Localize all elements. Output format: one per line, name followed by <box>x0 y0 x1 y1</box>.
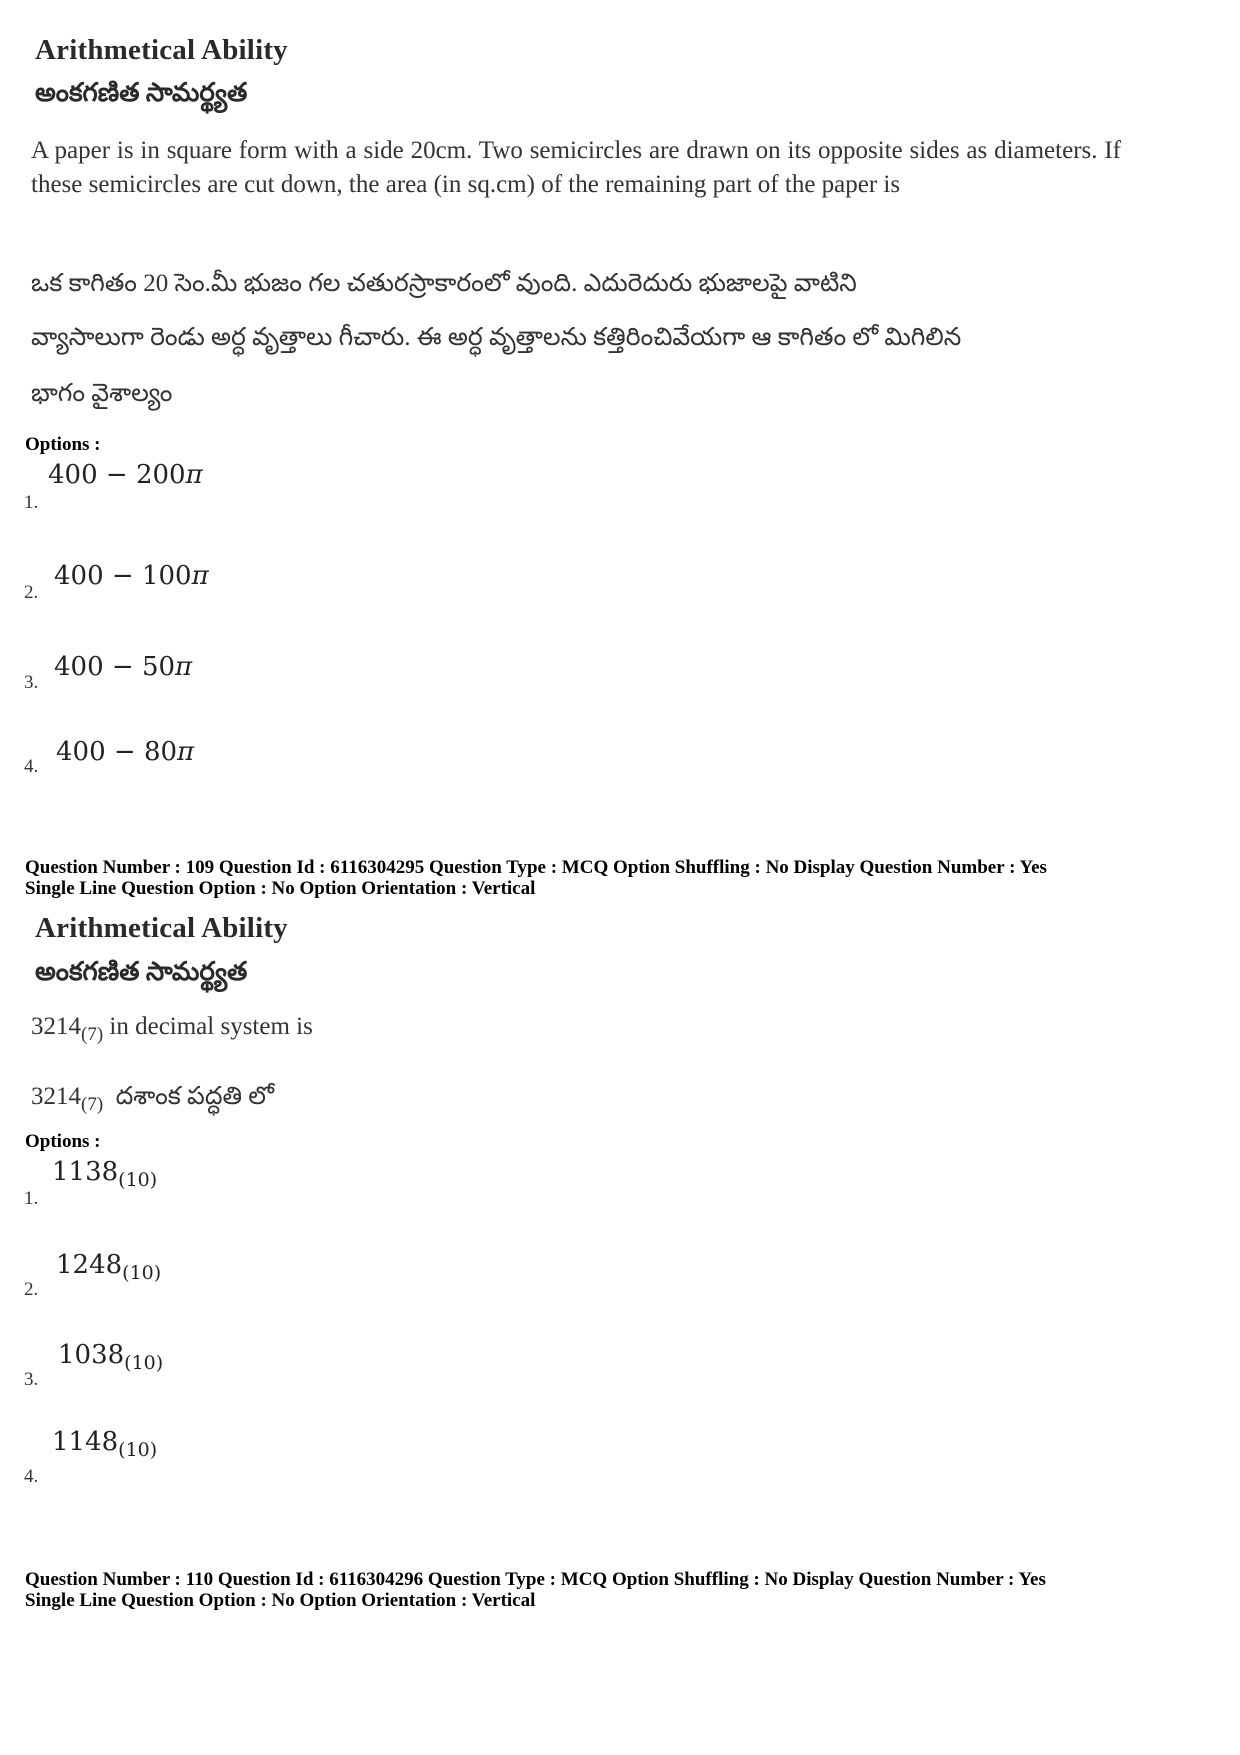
option-value[interactable]: $1038_{(10)}$ <box>58 1340 164 1374</box>
option-number: 2. <box>24 1279 39 1300</box>
question-text-telugu-line-3: భాగం వైశాల్యం <box>31 380 173 407</box>
option-value[interactable]: $1138_{(10)}$ <box>52 1157 158 1191</box>
subject-title-telugu: అంకగణిత సామర్థ్యత <box>35 957 248 986</box>
subject-title: Arithmetical Ability <box>35 34 288 66</box>
question-text-telugu: $3214_{(7)}$ దశాంక పద్ధతి లో <box>31 1083 275 1115</box>
option-number: 3. <box>24 672 39 693</box>
question-text-english: A paper is in square form with a side 20cm. Two semicircles are drawn on its opposite sides as diameters. If these semicircles are cut down, the area (in sq.cm) of the remaining part of the paper is <box>31 137 1121 198</box>
question-text-telugu-line-2: వ్యాసాలుగా రెండు అర్ధ వృత్తాలు గీచారు. ఈ అర్ధ వృత్తాలను కత్తిరించివేయగా ఆ కాగితం లో మిగిలిన <box>31 324 962 351</box>
option-value[interactable]: 400 − 200π <box>48 460 203 490</box>
option-number: 4. <box>24 756 39 777</box>
question-meta-line-2: Single Line Question Option : No Option Orientation : Vertical <box>25 878 536 899</box>
option-value[interactable]: $1148_{(10)}$ <box>52 1427 158 1461</box>
question-meta-line-2: Single Line Question Option : No Option Orientation : Vertical <box>25 1590 536 1611</box>
option-value[interactable]: $1248_{(10)}$ <box>56 1250 162 1284</box>
question-meta-line-1: Question Number : 110 Question Id : 6116304296 Question Type : MCQ Option Shuffling : No Display Question Number : Yes <box>25 1569 1046 1590</box>
option-number: 4. <box>24 1466 39 1487</box>
option-number: 1. <box>24 492 39 513</box>
option-value[interactable]: 400 − 50π <box>54 652 193 682</box>
options-heading: Options : <box>25 434 101 455</box>
subject-title-telugu: అంకగణిత సామర్థ్యత <box>35 78 248 107</box>
question-text-english: $3214_{(7)}$ in decimal system is <box>31 1013 313 1045</box>
question-text-telugu-line-1: ఒక కాగితం 20 సెం.మీ భుజం గల చతురస్రాకారంలో వుంది. ఎదురెదురు భుజాలపై వాటిని <box>31 270 857 297</box>
option-number: 1. <box>24 1188 39 1209</box>
option-number: 2. <box>24 582 39 603</box>
option-number: 3. <box>24 1369 39 1390</box>
options-heading: Options : <box>25 1131 101 1152</box>
option-value[interactable]: 400 − 80π <box>56 737 195 767</box>
option-value[interactable]: 400 − 100π <box>54 561 209 591</box>
question-meta-line-1: Question Number : 109 Question Id : 6116304295 Question Type : MCQ Option Shuffling : No Display Question Number : Yes <box>25 857 1047 878</box>
subject-title: Arithmetical Ability <box>35 912 288 944</box>
